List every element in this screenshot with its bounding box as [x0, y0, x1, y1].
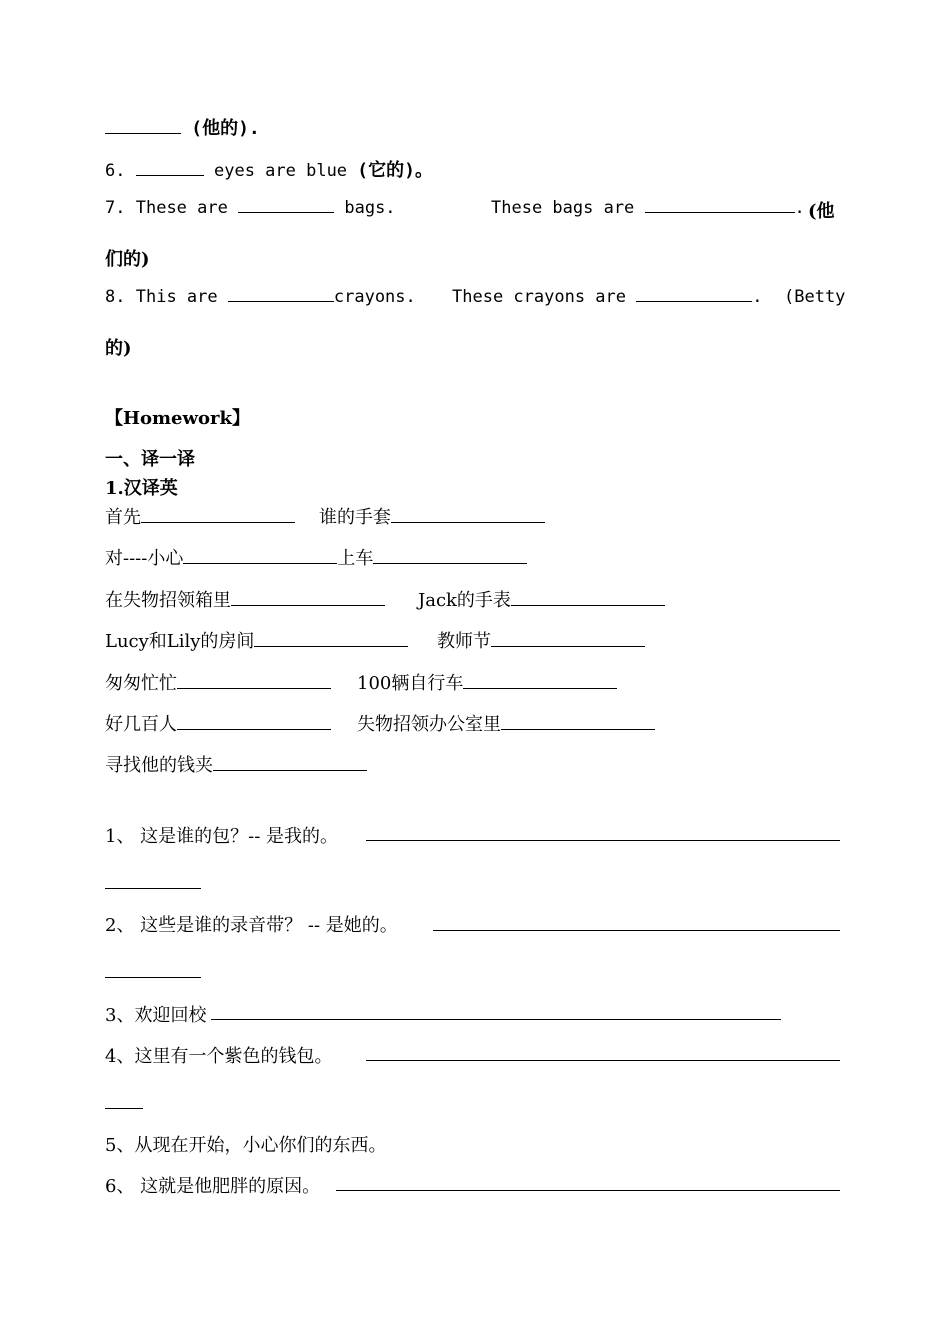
- answer-blank[interactable]: [501, 715, 655, 730]
- sentence-prompt: 6、 这就是他肥胖的原因。: [105, 1176, 321, 1197]
- phrase-item: [105, 503, 295, 529]
- answer-line[interactable]: [366, 1060, 840, 1061]
- answer-line[interactable]: [366, 840, 840, 841]
- phrase-text: 教师节: [437, 631, 491, 652]
- answer-blank[interactable]: [491, 632, 645, 647]
- answer-line[interactable]: [433, 930, 840, 931]
- answer-line[interactable]: [105, 1108, 143, 1109]
- exercise-7: [105, 198, 396, 218]
- phrase-item: [437, 627, 645, 653]
- hint-text: 的): [105, 338, 132, 359]
- phrase-text: 对----小心: [105, 548, 184, 569]
- hint-text: (Betty: [784, 287, 846, 307]
- sentence-prompt: 2、 这些是谁的录音带？ -- 是她的。: [105, 915, 398, 936]
- sentence-prompt: 4、这里有一个紫色的钱包。: [105, 1046, 333, 1067]
- phrase-text: Lucy和Lily的房间: [105, 631, 255, 652]
- phrase-text: 匆匆忙忙: [105, 673, 177, 694]
- phrase-item: [105, 751, 367, 777]
- punctuation: .: [752, 287, 763, 307]
- answer-blank[interactable]: [213, 756, 367, 771]
- hint-text: (它的)。: [357, 160, 433, 181]
- sentence-prompt: 1、 这是谁的包？-- 是我的。: [105, 826, 339, 847]
- hint-text: (他: [808, 201, 835, 222]
- phrase-item: [105, 627, 408, 653]
- question-text: bags.: [344, 198, 396, 218]
- exercise-7-part-2: [491, 198, 805, 218]
- answer-blank[interactable]: [463, 674, 617, 689]
- phrase-item: [105, 710, 331, 736]
- answer-blank[interactable]: [136, 161, 204, 176]
- question-text: These bags are: [491, 198, 635, 218]
- section-heading: 一、译一译: [105, 449, 195, 470]
- phrase-text: 失物招领办公室里: [357, 714, 501, 735]
- phrase-text: 100辆自行车: [357, 673, 464, 694]
- sentence-prompt: 3、欢迎回校: [105, 1005, 207, 1026]
- phrase-item: [357, 710, 655, 736]
- hint-text: 们的): [105, 249, 150, 270]
- answer-blank[interactable]: [511, 591, 665, 606]
- answer-blank[interactable]: [231, 591, 385, 606]
- question-text: crayons.: [333, 287, 416, 307]
- answer-blank[interactable]: [141, 508, 295, 523]
- sentence-prompt: 5、从现在开始，小心你们的东西。: [105, 1135, 387, 1156]
- answer-blank[interactable]: [177, 674, 331, 689]
- question-number: 6.: [105, 161, 126, 181]
- answer-line[interactable]: [105, 977, 201, 978]
- phrase-item: [105, 586, 385, 612]
- question-text: This are: [135, 287, 218, 307]
- question-number: 7.: [105, 198, 126, 218]
- answer-blank[interactable]: [636, 287, 752, 302]
- question-text: eyes are blue: [213, 161, 348, 181]
- question-text: These are: [135, 198, 228, 218]
- answer-blank[interactable]: [373, 549, 527, 564]
- phrase-item: [319, 503, 545, 529]
- exercise-8: [105, 287, 416, 307]
- phrase-item: [105, 544, 527, 570]
- phrase-text: Jack的手表: [418, 590, 511, 611]
- hint-text: (他的).: [191, 118, 260, 139]
- exercise-8-part-2: [452, 287, 763, 307]
- question-text: These crayons are: [452, 287, 626, 307]
- exercise-5-tail: [105, 114, 260, 140]
- phrase-text: 上车: [337, 548, 374, 569]
- answer-line[interactable]: [336, 1190, 840, 1191]
- answer-blank[interactable]: [238, 198, 334, 213]
- subsection-heading: 1.汉译英: [105, 478, 178, 499]
- answer-blank[interactable]: [177, 715, 331, 730]
- exercise-6: [105, 156, 433, 182]
- answer-blank[interactable]: [183, 549, 337, 564]
- answer-blank[interactable]: [105, 119, 181, 134]
- answer-line[interactable]: [105, 888, 201, 889]
- phrase-item: [357, 669, 617, 695]
- phrase-item: [105, 669, 331, 695]
- answer-blank[interactable]: [391, 508, 545, 523]
- question-number: 8.: [105, 287, 126, 307]
- answer-blank[interactable]: [254, 632, 408, 647]
- answer-blank[interactable]: [228, 287, 334, 302]
- phrase-text: 谁的手套: [319, 507, 391, 528]
- phrase-text: 好几百人: [105, 714, 177, 735]
- phrase-text: 寻找他的钱夹: [105, 755, 213, 776]
- answer-blank[interactable]: [645, 198, 795, 213]
- answer-line[interactable]: [211, 1019, 781, 1020]
- homework-heading: 【Homework】: [105, 408, 250, 429]
- phrase-item: [418, 586, 665, 612]
- punctuation: .: [794, 198, 805, 218]
- phrase-text: 在失物招领箱里: [105, 590, 231, 611]
- phrase-text: 首先: [105, 507, 141, 528]
